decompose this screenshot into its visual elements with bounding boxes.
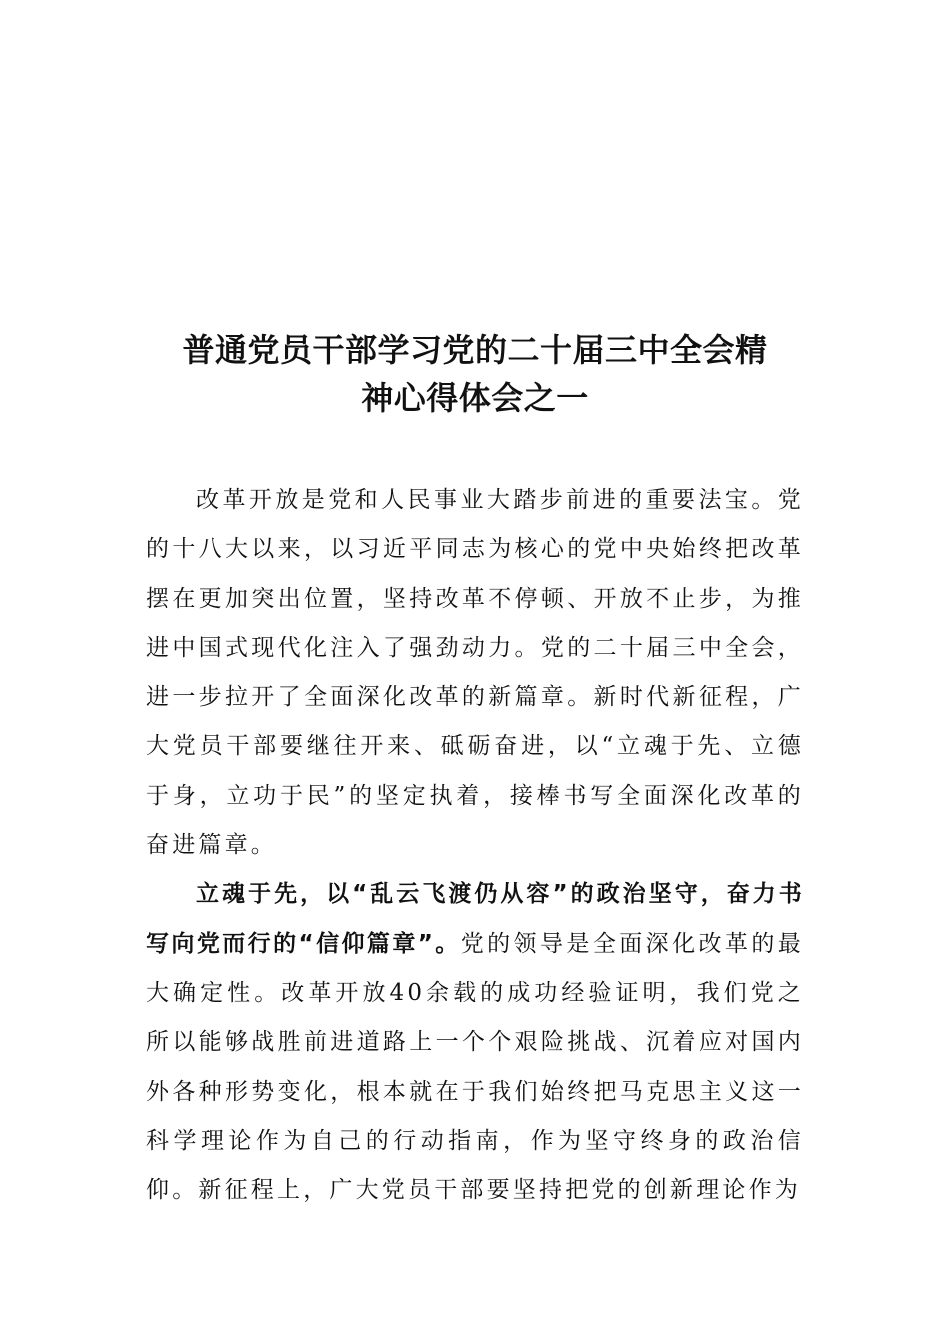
title-line-2: 神心得体会之一 xyxy=(361,379,589,417)
paragraph-2-lead: 立魂于先，以“乱云飞渡仍从容”的政治坚守，奋力书写向党而行的“信仰篇章”。 xyxy=(146,881,804,957)
paragraph-2 xyxy=(146,870,804,1215)
document-body xyxy=(146,476,804,1215)
paragraph-1: 改革开放是党和人民事业大踏步前进的重要法宝。党的十八大以来，以习近平同志为核心的党中央始终把改革摆在更加突出位置，坚持改革不停顿、开放不止步，为推进中国式现代化注入了强劲动力。党的二十届三中全会，进一步拉开了全面深化改革的新篇章。新时代新征程，广大党员干部要继往开来、砥砺奋进，以“立魂于先、立德于身，立功于民”的坚定执着，接棒书写全面深化改革的奋进篇章。 xyxy=(146,487,804,859)
document-title xyxy=(146,326,804,422)
title-line-1: 普通党员干部学习党的二十届三中全会精 xyxy=(182,331,768,369)
paragraph-2-body: 党的领导是全面深化改革的最大确定性。改革开放40余载的成功经验证明，我们党之所以能够战胜前进道路上一个个艰险挑战、沉着应对国内外各种形势变化，根本就在于我们始终把马克思主义这一科学理论作为自己的行动指南，作为坚守终身的政治信仰。新征程上，广大党员干部要坚持把党的创新理论作为 xyxy=(146,930,804,1204)
